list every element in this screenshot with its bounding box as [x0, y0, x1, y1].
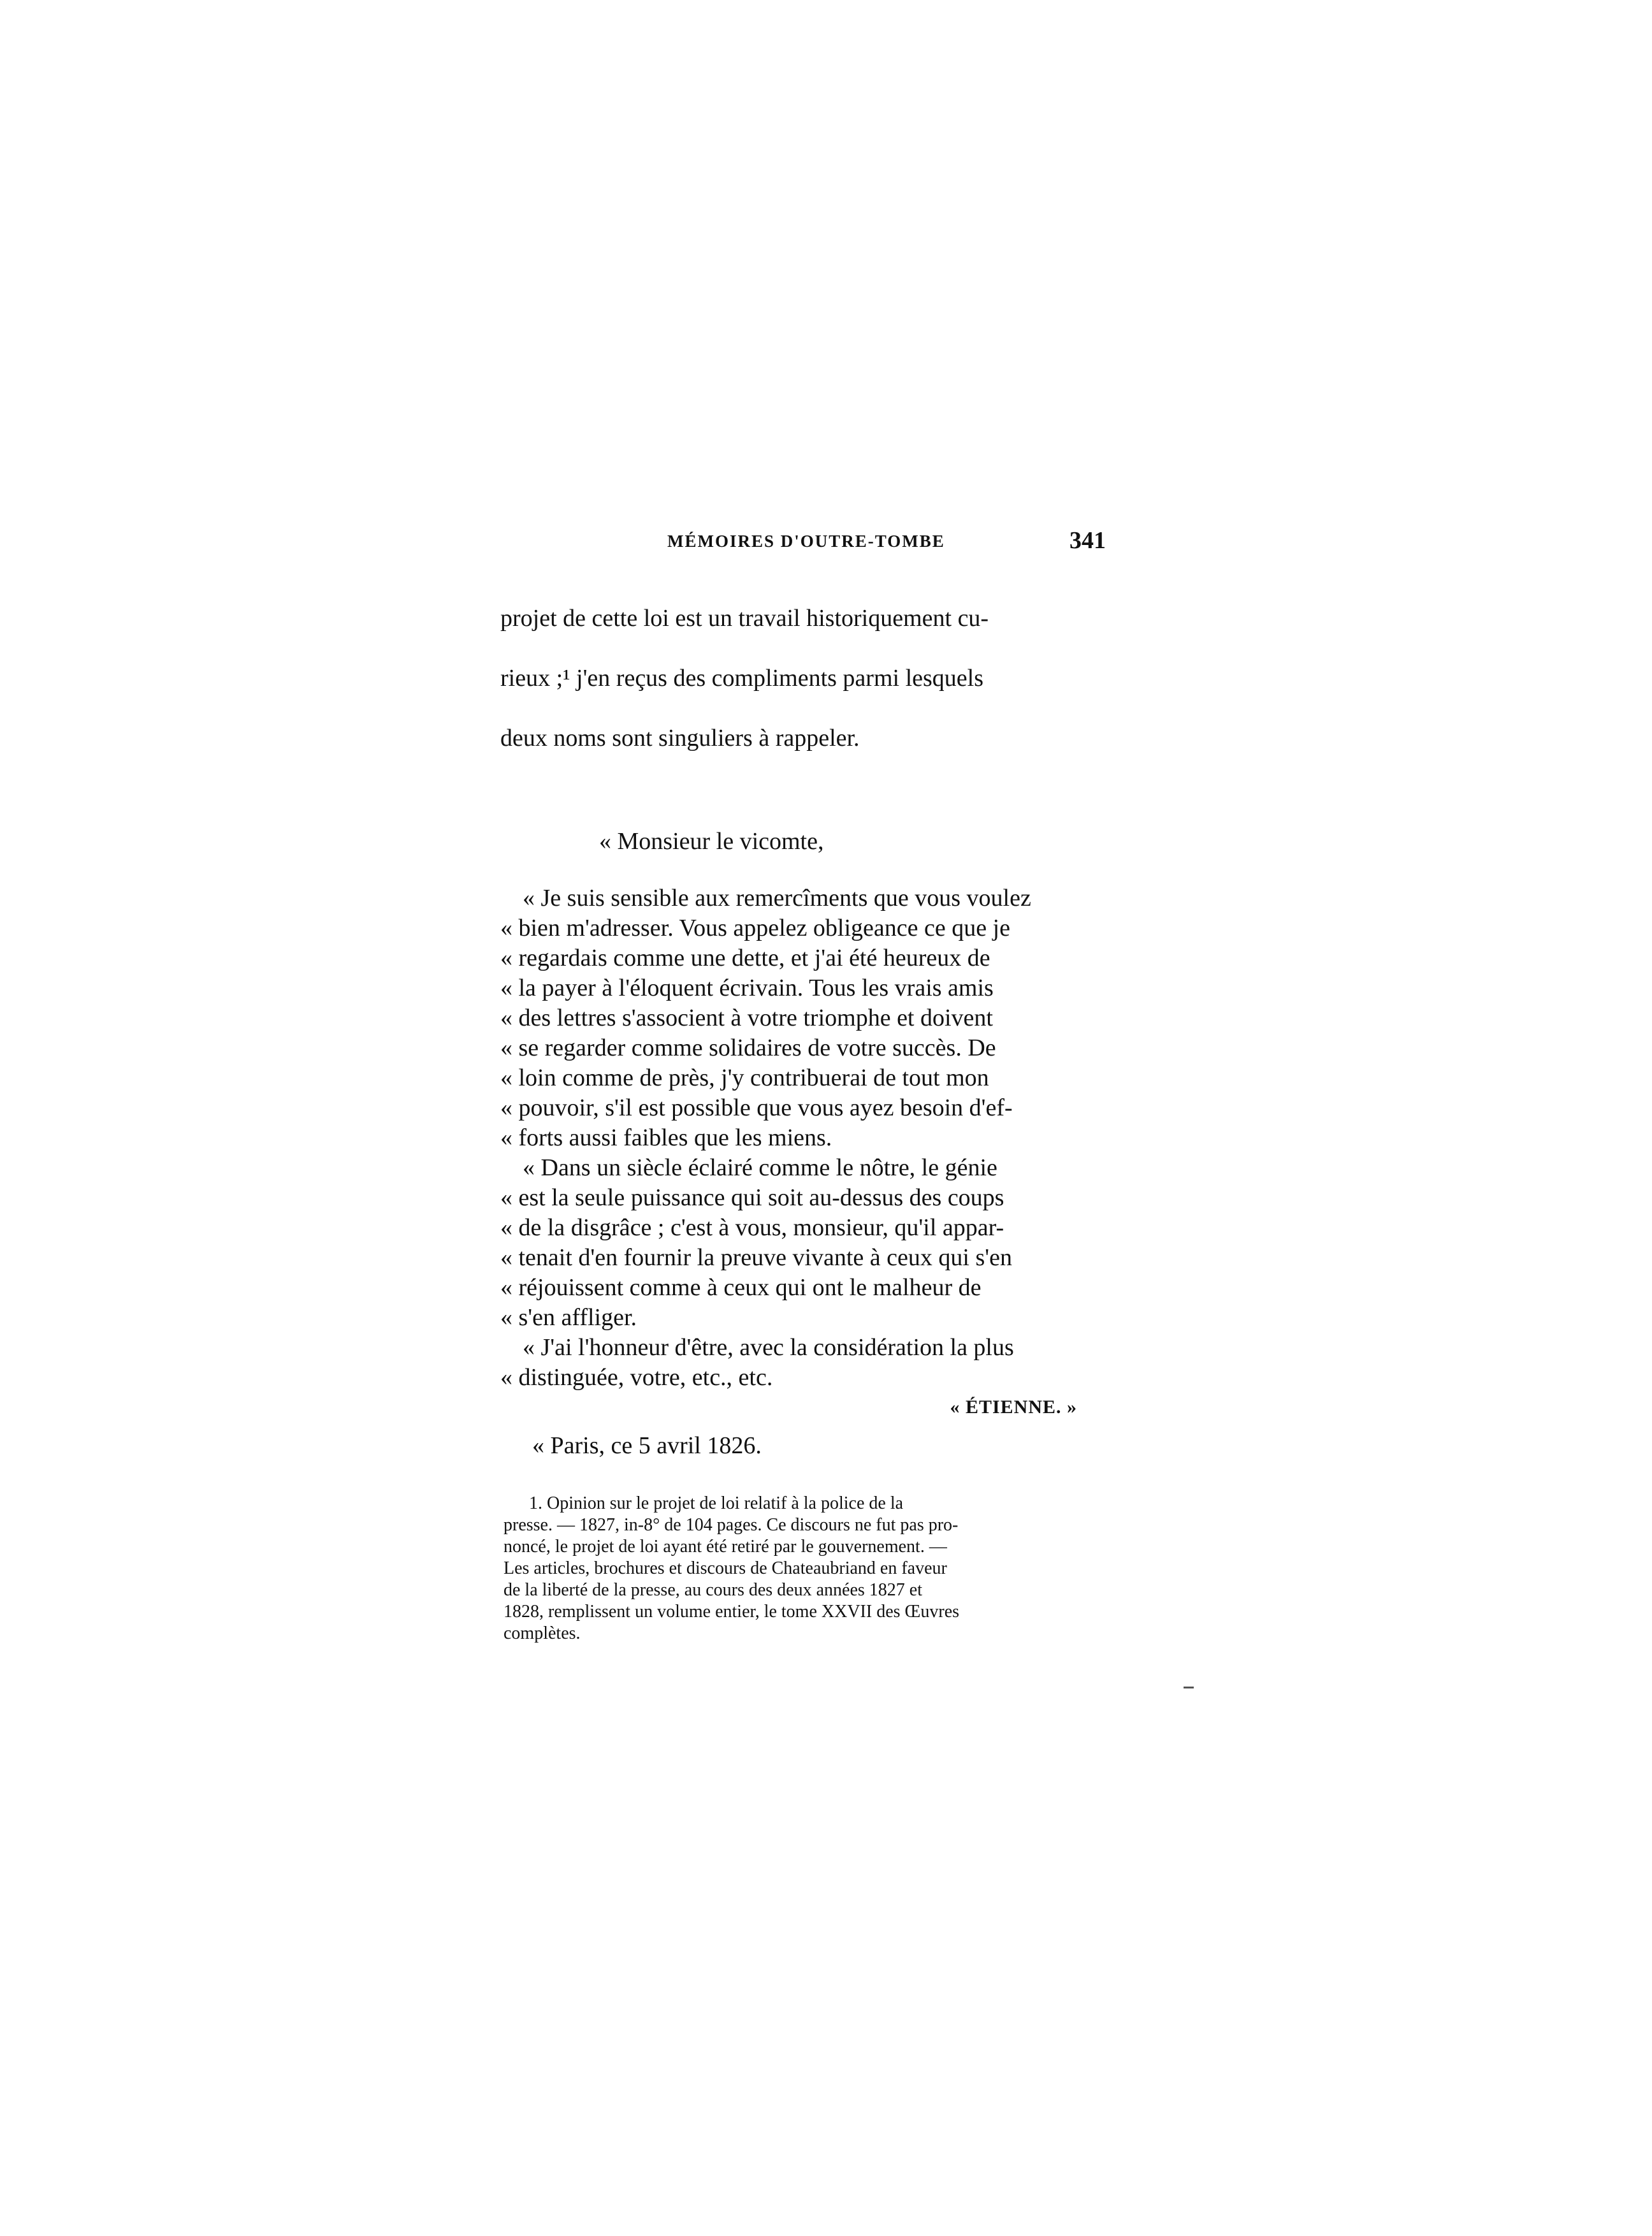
letter-signature: « ÉTIENNE. » — [950, 1397, 1077, 1418]
letter-line: « distinguée, votre, etc., etc. — [500, 1364, 773, 1391]
intro-line: projet de cette loi est un travail historiquement cu- — [500, 605, 989, 632]
footnote-line: Les articles, brochures et discours de Chateaubriand en faveur — [504, 1558, 947, 1578]
footnote-line: 1. Opinion sur le projet de loi relatif à la police de la — [529, 1493, 904, 1513]
page-mark — [1184, 1687, 1194, 1688]
letter-line: « tenait d'en fournir la preuve vivante à ceux qui s'en — [500, 1244, 1012, 1271]
letter-line: « loin comme de près, j'y contribuerai de tout mon — [500, 1064, 989, 1091]
footnote-line: noncé, le projet de loi ayant été retiré par le gouvernement. — — [504, 1537, 947, 1557]
letter-line: « J'ai l'honneur d'être, avec la considération la plus — [523, 1334, 1014, 1361]
letter-line: « se regarder comme solidaires de votre succès. De — [500, 1035, 996, 1061]
footnote-line: de la liberté de la presse, au cours des deux années 1827 et — [504, 1580, 922, 1600]
letter-dateline: « Paris, ce 5 avril 1826. — [532, 1432, 762, 1459]
intro-line: rieux ;¹ j'en reçus des compliments parmi lesquels — [500, 665, 983, 692]
letter-line: « regardais comme une dette, et j'ai été heureux de — [500, 945, 990, 971]
letter-line: « Dans un siècle éclairé comme le nôtre, le génie — [523, 1154, 997, 1181]
letter-line: « pouvoir, s'il est possible que vous ayez besoin d'ef- — [500, 1094, 1013, 1121]
footnote-line: 1828, remplissent un volume entier, le tome XXVII des Œuvres — [504, 1602, 960, 1622]
letter-line: « de la disgrâce ; c'est à vous, monsieur, qu'il appar- — [500, 1214, 1004, 1241]
intro-paragraph — [500, 574, 1112, 783]
page-text-block — [500, 523, 1112, 1644]
page-number: 341 — [1069, 527, 1106, 554]
letter-salutation: « Monsieur le vicomte, — [599, 828, 824, 855]
footnote — [500, 1493, 1112, 1644]
footnote-line: presse. — 1827, in-8° de 104 pages. Ce discours ne fut pas pro- — [504, 1515, 959, 1535]
letter-line: « des lettres s'associent à votre triomphe et doivent — [500, 1005, 993, 1031]
footnote-line: complètes. — [504, 1623, 581, 1643]
letter-line: « s'en affliger. — [500, 1304, 637, 1331]
letter-line: « la payer à l'éloquent écrivain. Tous les vrais amis — [500, 975, 994, 1001]
running-head — [500, 523, 1112, 561]
intro-line: deux noms sont singuliers à rappeler. — [500, 725, 860, 751]
letter-line: « forts aussi faibles que les miens. — [500, 1124, 832, 1151]
letter-line: « bien m'adresser. Vous appelez obligeance ce que je — [500, 915, 1010, 941]
letter-line: « Je suis sensible aux remercîments que vous voulez — [523, 885, 1031, 911]
letter-line: « réjouissent comme à ceux qui ont le malheur de — [500, 1274, 982, 1301]
letter-line: « est la seule puissance qui soit au-dessus des coups — [500, 1184, 1004, 1211]
running-title: MÉMOIRES D'OUTRE-TOMBE — [667, 532, 945, 551]
letter-body — [500, 883, 1112, 1393]
